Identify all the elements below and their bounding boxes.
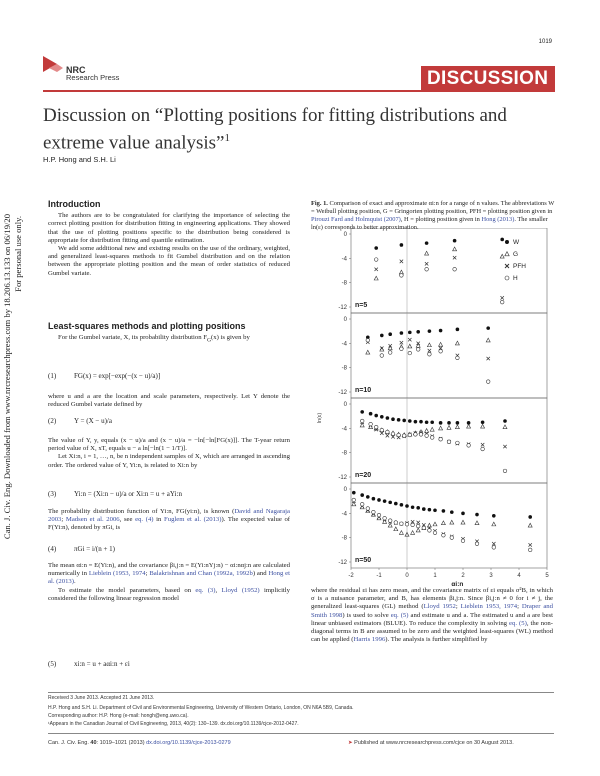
point-h	[366, 338, 370, 342]
point-h	[411, 523, 415, 527]
point-w	[360, 493, 364, 497]
point-w	[428, 329, 432, 333]
point-g	[416, 344, 420, 348]
ls-p1: For the Gumbel variate, X, its probability distribution $F_G(x)$ is given by	[58, 334, 250, 344]
point-h	[386, 430, 390, 434]
ref-eq5-a[interactable]: eq. (5)	[390, 611, 409, 619]
cite-hong[interactable]: Hong et al. (2013)	[48, 570, 291, 586]
footer-appeared: ¹Appears in the Canadian Journal of Civil Engineering, 2013, 40(2): 130–139. dx.doi.org/10.1139/cjce-2012-0427.	[48, 721, 299, 727]
y-tick-label: 0	[343, 487, 347, 493]
bottom-rule	[48, 733, 554, 734]
point-h	[402, 434, 406, 438]
y-axis-label: ln(ε)	[317, 412, 323, 424]
point-h	[419, 433, 423, 437]
title-text: Discussion on “Plotting positions for fitting distributions and extreme value analysis”	[43, 105, 507, 154]
point-w	[442, 509, 446, 513]
point-h	[380, 354, 384, 358]
cite-fuglem[interactable]: Fuglem et al. (2013)	[164, 516, 222, 524]
point-w	[416, 330, 420, 334]
title-footnote: 1	[224, 132, 230, 144]
caption-label: Fig. 1.	[311, 200, 328, 207]
point-w	[402, 419, 406, 423]
point-w	[383, 499, 387, 503]
point-h	[467, 444, 471, 448]
page-title	[43, 104, 563, 154]
y-tick-label: -8	[341, 280, 347, 287]
point-w	[380, 334, 384, 338]
point-h	[433, 531, 437, 535]
equation-5: xi:n = u + aαi:n + εi	[74, 660, 130, 668]
point-w	[397, 418, 401, 422]
point-h	[422, 526, 426, 530]
point-w	[492, 514, 496, 518]
point-g	[528, 523, 532, 527]
ls-p3-block	[48, 437, 290, 470]
legend-label: G	[513, 251, 519, 258]
logo-text	[66, 66, 119, 82]
point-w	[456, 421, 460, 425]
point-h	[400, 522, 404, 526]
point-h	[442, 533, 446, 537]
point-h	[481, 447, 485, 451]
cite-balakrishnan[interactable]: Balakrishnan and Chan (1992a, 1992b	[149, 570, 253, 578]
point-h	[400, 347, 404, 351]
footer-affil: H.P. Hong and S.H. Li. Department of Civil and Environmental Engineering, University of Western Ontario, London, ON N6A 5B9, Canada.	[48, 705, 354, 711]
point-g	[425, 429, 429, 433]
point-g	[399, 531, 403, 535]
y-tick-label: -4	[341, 511, 347, 518]
point-h	[377, 513, 381, 517]
point-w	[447, 421, 451, 425]
point-g	[366, 350, 370, 354]
point-w	[414, 420, 418, 424]
legend-label: W	[513, 239, 520, 246]
point-g	[427, 343, 431, 347]
ls-p2: where u and a are the location and scale parameters, respectively. Let Y denote the reduced Gumbel variate defined by	[48, 393, 290, 409]
point-w	[433, 508, 437, 512]
point-g	[425, 251, 429, 255]
point-h	[397, 433, 401, 437]
panel-label: n=20	[355, 472, 372, 479]
point-g	[388, 346, 392, 350]
point-w	[453, 239, 457, 243]
y-tick-label: -4	[341, 341, 347, 348]
ls-p5: The probability distribution function of Yi:n, FG(yi:n), is known (David and Nagaraja 2003; Madsen et al. 2006, see eq. (4) in Fuglem et al. (2013)). The expected value of F(Yi:n), denoted by πGi, is	[48, 508, 291, 532]
point-h	[425, 267, 429, 271]
point-h	[453, 267, 457, 271]
point-h	[447, 440, 451, 444]
point-h	[500, 300, 504, 304]
download-sidebar	[2, 214, 24, 574]
point-g	[500, 254, 504, 258]
cite-lloyd[interactable]: Lloyd (1952)	[221, 586, 260, 594]
point-g	[374, 276, 378, 280]
ref-eq4[interactable]: eq. (4)	[135, 516, 154, 524]
point-h	[405, 522, 409, 526]
panel-frame	[351, 483, 547, 568]
point-g	[467, 424, 471, 428]
point-h	[366, 507, 370, 511]
point-g	[453, 247, 457, 251]
ls-p4: Let Xi:n, i = 1, …, n, be n independent samples of X, which are arranged in ascending order. The ordered value of Y, Yi:n, is related to Xi:n by	[48, 453, 290, 469]
point-w	[408, 419, 412, 423]
ls-p6-block	[48, 562, 290, 603]
figure-caption: Fig. 1. Comparison of exact and approximate αi:n for a range of n values. The abbreviations W = Weibull plotting position, G = Gringorten plotting position, PFH = plotting position given in Pirouzi Fard and Holmquist (2007), H = plotting position given in Hong (2013). The smaller ln(ε) corresponds to better approximation.	[311, 200, 555, 231]
point-w	[374, 414, 378, 418]
point-g	[475, 521, 479, 525]
cite-pirouzi[interactable]: Pirouzi Fard and Holmquist (2007)	[311, 216, 401, 223]
y-tick-label: -8	[341, 365, 347, 372]
x-tick-label: 0	[405, 573, 409, 579]
point-w	[369, 412, 373, 416]
point-h	[439, 349, 443, 353]
cite-lieblein[interactable]: Lieblein (1953, 1974	[88, 570, 146, 578]
point-g	[439, 426, 443, 430]
point-h	[394, 521, 398, 525]
point-w	[430, 420, 434, 424]
eq3-number: (3)	[48, 490, 57, 498]
point-w	[388, 501, 392, 505]
x-axis-label: αi:n	[451, 581, 464, 588]
point-w	[360, 410, 364, 414]
point-g	[503, 425, 507, 429]
legend-h-icon	[505, 276, 509, 280]
legend-w-icon	[505, 240, 509, 244]
eq5-number: (5)	[48, 660, 57, 668]
y-tick-label: 0	[343, 317, 347, 323]
eq4-number: (4)	[48, 545, 57, 553]
eq2-number: (2)	[48, 417, 57, 425]
y-tick-label: -12	[338, 560, 347, 566]
point-h	[408, 433, 412, 437]
legend-label: H	[513, 275, 518, 282]
point-g	[492, 522, 496, 526]
point-w	[461, 512, 465, 516]
y-tick-label: -8	[341, 535, 347, 542]
point-g	[450, 520, 454, 524]
authors: H.P. Hong and S.H. Li	[43, 155, 116, 164]
point-g	[481, 424, 485, 428]
ls-p7: To estimate the model parameters, based on eq. (3), Lloyd (1952) implicitly considered the following linear regression model	[48, 586, 290, 602]
point-w	[400, 243, 404, 247]
x-tick-label: 3	[489, 573, 493, 579]
point-h	[383, 516, 387, 520]
point-h	[439, 437, 443, 441]
y-tick-label: -12	[338, 475, 347, 481]
alpha-comparison-chart	[311, 228, 555, 604]
point-w	[425, 241, 429, 245]
y-tick-label: 0	[343, 232, 347, 238]
intro-section	[48, 200, 290, 278]
point-h	[372, 510, 376, 514]
footer-corresp: Corresponding author: H.P. Hong (e-mail: hongh@eng.uwo.ca).	[48, 713, 189, 719]
point-w	[366, 495, 370, 499]
point-w	[503, 419, 507, 423]
point-w	[475, 513, 479, 517]
point-w	[374, 246, 378, 250]
cite-lieblein-right[interactable]: Lieblein 1953, 1974	[460, 603, 518, 611]
x-tick-label: 2	[461, 573, 465, 579]
point-w	[386, 416, 390, 420]
point-h	[360, 419, 364, 423]
point-w	[439, 421, 443, 425]
point-w	[400, 331, 404, 335]
point-g	[461, 520, 465, 524]
page-number: 1019	[538, 39, 552, 45]
point-g	[441, 521, 445, 525]
point-h	[450, 536, 454, 540]
point-w	[372, 497, 376, 501]
point-g	[433, 522, 437, 526]
footer-received: Received 3 June 2013. Accepted 21 June 2013.	[48, 695, 155, 701]
point-g	[455, 341, 459, 345]
point-g	[439, 342, 443, 346]
sidebar-line2: For personal use only.	[13, 216, 23, 292]
point-w	[391, 417, 395, 421]
point-w	[352, 491, 356, 495]
point-g	[408, 344, 412, 348]
y-tick-label: -12	[338, 305, 347, 311]
point-h	[408, 351, 412, 355]
ref-eq5-b[interactable]: eq. (5)	[509, 619, 527, 627]
intro-p1: The authors are to be congratulated for clarifying the importance of selecting the correct plotting position for distribution fitting in engineering applications. They showed that the use of plotting positions specific to the distribution being considered is appropriate for distribution fitting and quantile estimation.	[48, 212, 290, 244]
ls-p3: The value of Y, y, equals (x − u)/a and (x − u)/a = −ln[−ln[FG(x)]]. The T-year return period value of X, xT, equals u − a ln[−ln(1 − 1/T)].	[48, 437, 290, 453]
ref-eq3[interactable]: eq. (3)	[195, 586, 216, 594]
point-h	[414, 433, 418, 437]
y-tick-label: 0	[343, 402, 347, 408]
ls-p6: The mean αi:n = E(Yi:n), and the covariance βi,j:n = E(Yi:nYj:n) − αi:nαj:n are calculated numerically in Lieblein (1953, 1974; Balakrishnan and Chan (1992a, 1992b) and Hong et al. (2013).	[48, 562, 291, 586]
footer-citation: Can. J. Civ. Eng. 40: 1019–1021 (2013) dx.doi.org/10.1139/cjce-2013-0279	[48, 740, 231, 746]
point-h	[374, 425, 378, 429]
point-g	[455, 425, 459, 429]
point-g	[447, 426, 451, 430]
point-h	[428, 352, 432, 356]
x-tick-label: 4	[517, 573, 521, 579]
point-h	[486, 380, 490, 384]
point-w	[456, 328, 460, 332]
x-tick-label: 1	[433, 573, 437, 579]
point-w	[500, 238, 504, 242]
x-tick-label: -2	[348, 573, 354, 579]
point-w	[419, 420, 423, 424]
point-h	[352, 498, 356, 502]
logo-line1: NRC	[66, 65, 86, 75]
published-icon: ➤	[348, 740, 355, 746]
point-h	[369, 422, 373, 426]
sidebar-line1: Can. J. Civ. Eng. Downloaded from www.nrcresearchpress.com by 18.206.13.133 on 06/19/20	[2, 214, 12, 540]
point-h	[456, 356, 460, 360]
point-h	[492, 546, 496, 550]
cite-lloyd-right[interactable]: Lloyd 1952	[423, 603, 456, 611]
ls-heading: Least-squares methods and plotting positions	[48, 321, 246, 331]
point-h	[430, 436, 434, 440]
point-h	[388, 351, 392, 355]
footer-rule	[48, 692, 554, 693]
panel-label: n=5	[355, 302, 368, 309]
point-w	[528, 515, 532, 519]
point-h	[360, 502, 364, 506]
x-tick-label: 5	[545, 573, 549, 579]
y-tick-label: -8	[341, 450, 347, 457]
point-g	[388, 523, 392, 527]
point-w	[400, 503, 404, 507]
cite-harris[interactable]: Harris 1996	[353, 636, 386, 644]
equation-4: πGi = i/(n + 1)	[74, 545, 115, 553]
cite-draper[interactable]: Draper and Smith 1998	[311, 603, 553, 619]
y-tick-label: -4	[341, 256, 347, 263]
y-tick-label: -12	[338, 390, 347, 396]
point-w	[380, 415, 384, 419]
point-h	[528, 548, 532, 552]
cite-david[interactable]: David and Nagaraja 2003	[48, 508, 290, 524]
point-w	[439, 329, 443, 333]
point-g	[394, 527, 398, 531]
right-text: where the residual εi has zero mean, and the covariance matrix of εi equals σ²B, in which σ is a nuisance parameter, and B, has elements βi,j:n. Since βi,j:n ≠ 0 for i ≠ j, the generalized least-squares (GL) method (Lloyd 1952; Lieblein 1953, 1974; Draper and Smith 1998) is used to solve eq. (5) and estimate u and a. The estimated u and a are best linear unbiased estimators (BLUE). To reduce the complexity in solving eq. (5), the non-diagonal terms in B are assumed to be zero and the weighted least-squares (WL) method can be applied (Harris 1996). The analysis is further simplified by	[311, 587, 554, 644]
point-w	[411, 505, 415, 509]
equation-1: FG(x) = exp[−exp(−(x − u)/a)]	[74, 372, 161, 380]
point-h	[503, 469, 507, 473]
point-g	[486, 338, 490, 342]
point-h	[388, 519, 392, 523]
legend-label: PFH	[513, 263, 526, 270]
point-h	[456, 441, 460, 445]
x-tick-label: -1	[376, 573, 382, 579]
point-w	[450, 510, 454, 514]
point-g	[430, 427, 434, 431]
cite-madsen[interactable]: Madsen et al. 2006	[65, 516, 120, 524]
point-w	[377, 498, 381, 502]
point-h	[416, 524, 420, 528]
point-h	[461, 539, 465, 543]
cite-hong-2013[interactable]: Hong (2013)	[481, 216, 515, 223]
point-w	[405, 504, 409, 508]
point-h	[428, 529, 432, 533]
section-label: DISCUSSION	[421, 66, 555, 92]
legend-g-icon	[505, 252, 509, 256]
logo-line2: Research Press	[66, 73, 120, 82]
point-w	[481, 420, 485, 424]
intro-heading: Introduction	[48, 199, 101, 209]
point-h	[416, 348, 420, 352]
panel-label: n=10	[355, 387, 372, 394]
header-rule	[43, 90, 421, 92]
point-h	[475, 542, 479, 546]
point-w	[425, 420, 429, 424]
point-h	[374, 258, 378, 262]
equation-2: Y = (X − u)/a	[74, 417, 112, 425]
intro-p2: We add some additional new and existing results on the use of the ordinary, weighted, and generalized least-squares methods to fit Gumbel distribution and on the relation between the appropriate plotting position and the mean of order statistics of reduced Gumbel variate.	[48, 245, 290, 277]
point-w	[486, 326, 490, 330]
equation-3: Yi:n = (Xi:n − u)/a or Xi:n = u + aYi:n	[74, 490, 182, 498]
doi-link[interactable]: dx.doi.org/10.1139/cjce-2013-0279	[146, 740, 231, 746]
point-h	[400, 274, 404, 278]
point-g	[411, 531, 415, 535]
point-h	[425, 434, 429, 438]
point-w	[408, 331, 412, 335]
point-w	[428, 508, 432, 512]
point-w	[388, 332, 392, 336]
eq1-number: (1)	[48, 372, 57, 380]
point-h	[391, 432, 395, 436]
panel-label: n=50	[355, 557, 372, 564]
point-h	[380, 428, 384, 432]
y-tick-label: -4	[341, 426, 347, 433]
footer-published: ➤ Published at www.nrcresearchpress.com/cjce on 30 August 2013.	[348, 740, 514, 746]
ls-section	[48, 322, 290, 345]
point-w	[394, 502, 398, 506]
point-w	[422, 507, 426, 511]
point-g	[416, 528, 420, 532]
point-w	[416, 506, 420, 510]
